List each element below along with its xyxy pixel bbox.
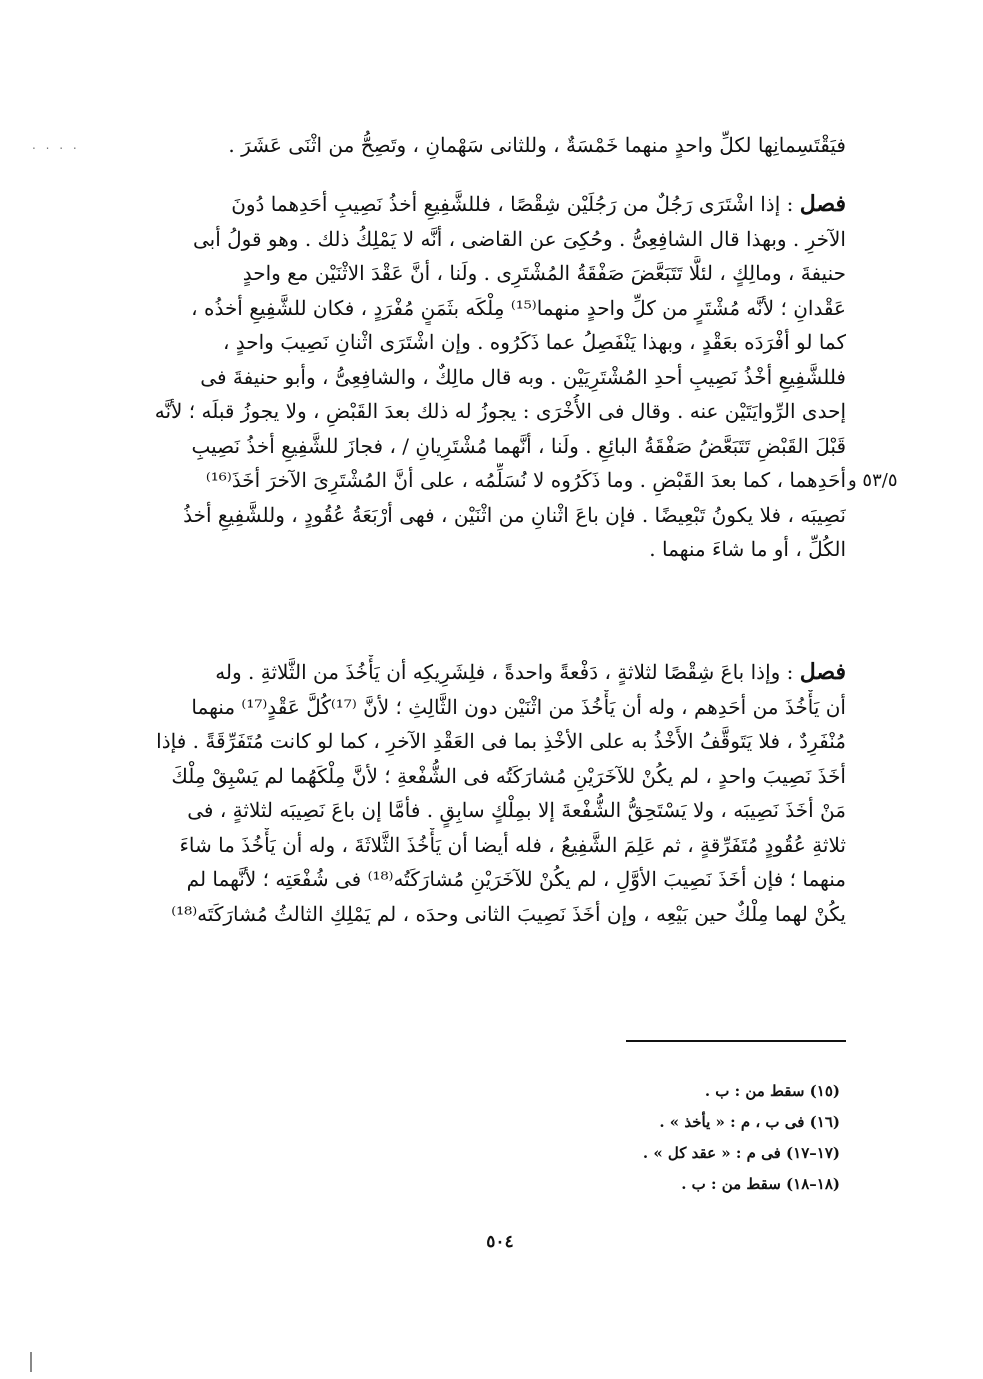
section-1-line: عَقْدانِ ؛ لأنَّه مُشْتَرٍ من كلِّ واحدٍ منهما⁽¹⁵⁾ مِلْكَه بثَمَنٍ مُفْرَدٍ ، فكان للشَّفِيعِ أخذُه ، <box>191 295 846 320</box>
margin-folio-note: ٥٣/٥ و <box>848 470 898 491</box>
section-1-first-line <box>128 187 846 222</box>
footnote-15: (١٥) سقط من : ب . <box>704 1082 840 1100</box>
section-1-line: أحَدِهما ، كما بعدَ القَبْضِ . وما ذَكَرُوه لا نُسَلِّمُه ، على أنَّ المُشْتَرِىَ الآخرَ أخَذَ⁽¹⁶⁾ <box>205 468 846 492</box>
section-1-first-line-text: : إذا اشْتَرَى رَجُلٌ من رَجُلَيْن شِقْصًا ، فللشَّفِيعِ أخذُ نَصِيبِ أحَدِهما دُونَ <box>231 192 800 216</box>
section-1-line: إحدى الرِّوايَتَيْن عنه . وقال فى الأُخْرَى : يجوزُ له ذلك بعدَ القَبْضِ ، ولا يجوزُ قبلَه ؛ لأنَّه <box>154 399 846 423</box>
section-2-line: أخَذَ نَصِيبَ واحدٍ ، لم يكُنْ للآخَرَيْنِ مُشارَكَتُه فى الشُّفْعةِ ؛ لأنَّ مِلْكَهُما لم يَسْبِقْ مِلْكَ <box>171 763 846 788</box>
section-1-line: كما لو أفْرَدَه بعَقْدٍ ، وبهذا يَنْفَصِلُ عما ذَكَرُوه . وإن اشْتَرَى اثْنانِ نَصِيبَ واحدٍ ، <box>222 330 846 354</box>
footnote-18: (١٨–١٨) سقط من : ب . <box>681 1175 840 1193</box>
section-2-first-line <box>128 655 846 690</box>
section-1-line: الكُلِّ ، أو ما شاءَ منهما . <box>649 537 846 561</box>
section-2-line: أن يَأْخُذَ من أحَدِهم ، وله أن يَأْخُذَ من اثْنَيْن دون الثَّالِثِ ؛ لأنَّ ⁽¹⁷⁾كُلَّ عَقْدٍ⁽¹⁷⁾ منهما <box>191 694 846 719</box>
section-1-line: الآخرِ . وبهذا قال الشافِعِىُّ . وحُكِىَ عن القاضى ، أنَّه لا يَمْلِكُ ذلك . وهو قولُ أبى <box>193 226 846 251</box>
footnote-16: (١٦) فى ب ، م : « يأخذ » . <box>659 1113 840 1131</box>
intro-line: فيَقْتَسِمانِها لكلِّ واحدٍ منهما خَمْسَةٌ ، وللثانى سَهْمانِ ، وتَصِحُّ من اثْنَى عَشَرَ . <box>228 133 846 157</box>
page-number: ٥٠٤ <box>486 1232 514 1252</box>
scan-dots: . . . . <box>32 138 80 152</box>
section-2-line: منهما ؛ فإن أخَذَ نَصِيبَ الأوَّلِ ، لم يكُنْ للآخَرَيْنِ مُشارَكَتُه⁽¹⁸⁾ فى شُفْعَتِه ؛ لأنَّهما لم <box>186 867 846 891</box>
section-1-line: نَصِيبَه ، فلا يكونُ تَبْعِيضًا . فإن باعَ اثْنانِ من اثْنَيْن ، فهى أرْبَعَةُ عُقُودٍ ، وللشَّفِيعِ أخذُ <box>183 502 846 527</box>
section-1-line: قَبْلَ القَبْضِ تَتَبَعَّضُ صَفْقَةُ البائِعِ . ولَنا ، أنَّهما مُشْتَرِيانِ / ، فجازَ للشَّفِيعِ أخذُ نَصِيبِ <box>191 433 846 458</box>
section-1-paragraph <box>128 187 846 567</box>
footnotes <box>500 1076 840 1200</box>
scan-edge-mark <box>30 1352 32 1372</box>
section-1-line: فللشَّفِيعِ أخْذُ نَصِيبِ أحدِ المُشْتَرِيَيْن . وبه قال مالِكٌ ، والشافِعِىُّ ، وأبو حنيفةَ فى <box>200 364 846 389</box>
section-2-paragraph <box>128 655 846 931</box>
intro-paragraph <box>128 128 846 163</box>
footnote-17: (١٧–١٧) فى م : « عقد كل » . <box>642 1144 840 1162</box>
section-2-heading: فصل <box>799 659 846 685</box>
footnote-divider <box>626 1040 846 1042</box>
section-2-line: مَنْ أخَذَ نَصِيبَه ، ولا يَسْتَحِقُّ الشُّفْعةَ إلا بمِلْكٍ سابِقٍ . فأمَّا إن باعَ نَصِيبَه لثلاثةٍ ، فى <box>187 798 846 822</box>
section-1-heading: فصل <box>799 191 846 217</box>
section-2-line: مُنْفَرِدٌ ، فلا يَتَوقَّفُ الأَخْذُ به على الأخْذِ بما فى العَقْدِ الآخرِ ، كما لو كانت مُتَفَرِّقَةً . فإذا <box>156 729 846 753</box>
section-1-line: حنيفةَ ، ومالِكٍ ، لئلَّا تَتَبَعَّضَ صَفْقَةُ المُشْتَرِى . ولَنا ، أنَّ عَقْدَ الاثْنَيْن مع واحدٍ <box>242 261 846 285</box>
section-2-line: ثلاثةِ عُقُودٍ مُتَفَرِّقةٍ ، ثم عَلِمَ الشَّفِيعُ ، فله أيضا أن يَأْخُذَ الثَّلاثَةَ ، وله أن يَأْخُذَ ما شاءَ <box>179 832 846 857</box>
section-2-first-line-text: : وإذا باعَ شِقْصًا لثلاثةٍ ، دَفْعةً واحدةً ، فلِشَرِيكِه أن يَأْخُذَ من الثَّلاثةِ . وله <box>215 660 800 684</box>
section-2-line: يكُنْ لهما مِلْكٌ حين بَيْعِه ، وإن أخَذَ نَصِيبَ الثانى وحدَه ، لم يَمْلِكِ الثالثُ مُشارَكَتَه⁽¹⁸⁾ <box>171 901 846 926</box>
